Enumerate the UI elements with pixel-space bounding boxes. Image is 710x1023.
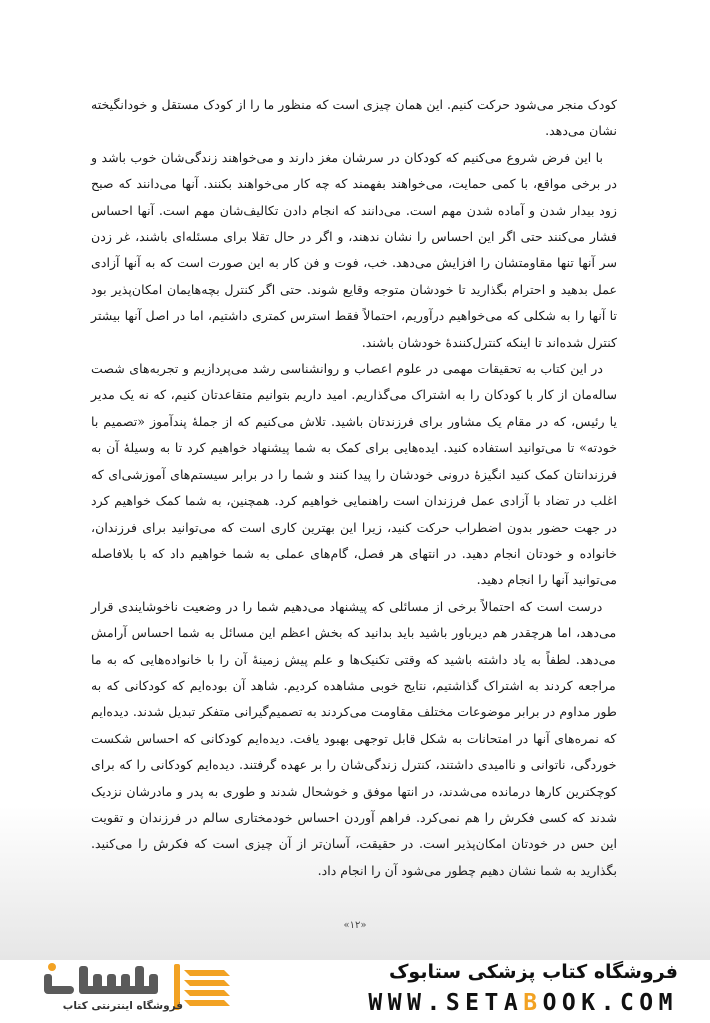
paragraph-3: [91, 356, 617, 594]
text-line: با این فرض شروع می‌کنیم که کودکان در سرشان مغز دارند و می‌خواهند زندگی‌شان خوب باشد: [97, 149, 603, 165]
url-seta: SETA: [445, 990, 524, 1016]
text-line: آنها آزادی عمل بدهید و احترام بگذارید تا خودشان متوجه وقایع شوند. حتی اگر کنترل بچه‌هایمان: [91, 255, 617, 297]
text-line: می‌کنید. بگذارید به شما نشان دهیم چطور می‌شود آن را انجام داد.: [91, 836, 617, 878]
text-line: و در برخی مواقع، با کمی حمایت، می‌خواهند بفهمند که چه کار می‌خواهند بکنند. آنها می‌دانند که: [91, 149, 617, 192]
text-line: خودانگیخته نشان می‌دهد.: [91, 97, 617, 139]
text-line: غر زدن سر آنها تنها مقاومتشان را افزایش می‌دهد. خب، فوت و فن کار به این صورت است که به: [91, 229, 617, 271]
text-line: در این کتاب به تحقیقات مهمی در علوم اعصاب و روانشناسی رشد می‌پردازیم و تجربه‌های: [124, 361, 603, 377]
page-number: «۱۲»: [343, 920, 367, 931]
text-line: می‌دهد، اما هرچقدر هم دیرباور باشید باید بدانید که بخش اعظم این مسائل به شما احساس آرامش: [91, 625, 617, 641]
paragraph-2: [91, 145, 617, 356]
page-content: [91, 92, 617, 884]
text-line: احساس فشار می‌کنند حتی اگر این احساس را نشان ندهند، و اگر در حال تقلا برای مسئله‌ای باشند،: [91, 202, 617, 245]
text-line: درست است که احتمالاً برخی از مسائلی که پیشنهاد می‌دهیم شما را در وضعیت ناخوشایندی قرار: [91, 598, 603, 614]
text-line: آموزشی‌ای که اغلب در تضاد با آزادی عمل فرزندان است راهنمایی خواهیم کرد. همچنین، به شما: [91, 466, 617, 509]
text-line: تقویت این حس در خودتان امکان‌پذیر است. در حقیقت، آسان‌تر از آن چیزی است که فکرش را: [91, 809, 617, 852]
url-suffix: OOK.COM: [542, 990, 678, 1016]
text-line: امکان‌پذیر بود تا آنها را به شکلی که می‌خواهیم درآوریم، احتمالاً فقط استرس کمتری داشتیم، اما در: [91, 281, 618, 324]
url-prefix: WWW.: [368, 990, 446, 1016]
footer-banner: [0, 960, 710, 1023]
text-line: اصل آنها بیشتر کنترل شده‌اند تا اینکه کنترل‌کنندهٔ خودشان باشند.: [91, 308, 617, 350]
text-line: کودک منجر می‌شود حرکت کنیم. این همان چیزی است که منظور ما را از کودک مستقل و: [147, 97, 617, 112]
text-line: می‌توانید برای فرزندان، خانواده و خودتان انجام دهید. در انتهای هر فصل، گام‌های عملی به شما: [91, 519, 617, 561]
text-line: خواهیم داد که با بلافاصله می‌توانید آنها را انجام دهید.: [91, 545, 617, 588]
text-line: خوردگی، ناتوانی و ناامیدی داشتند، کنترل زندگی‌شان را بر عهده گرفتند. دیده‌ایم کودکانی را که برای: [91, 757, 617, 773]
text-line: «تصمیم با خودته» تا می‌توانید استفاده کنید. ایده‌هایی برای کمک به شما پیشنهاد خواهیم کرد تا به: [91, 413, 618, 456]
url-highlight: B: [523, 990, 543, 1016]
text-line: کوچکترین کارها درمانده می‌شدند، در انتها موفق و خوشحال شدند و طوری به پدر و مادرشان: [121, 783, 617, 799]
text-line: کمک خواهیم کرد در جهت حضور بدون اضطراب حرکت کنید، زیرا این بهترین کاری است که: [91, 493, 617, 535]
text-line: شصت ساله‌مان از کار با کودکان را به اشتراک می‌گذاریم. امید داریم بتوانیم متقاعدتان کنیم، که نه یک: [91, 361, 617, 403]
text-line: مدیر یا رئیس، که در مقام یک مشاور برای فرزندتان باشید. تلاش می‌کنیم که از جملهٔ پندآموز: [91, 387, 617, 429]
logo-subtitle: فروشگاه اینترنتی کتاب: [62, 1000, 183, 1012]
text-line: مراجعه کردند به اشتراک گذاشتیم، نتایج خوبی مشاهده کردیم. شاهد آن بوده‌ایم که کودکانی که به: [91, 677, 616, 693]
store-name: فروشگاه کتاب پزشکی ستابوک: [388, 961, 678, 983]
paragraph-4: [91, 594, 617, 884]
text-line: طور مداوم در برابر موضوعات مختلف مقاومت می‌کردند به تصمیم‌گیرانی متفکر تبدیل شدند. دیده‌ایم: [91, 704, 617, 720]
text-line: صبح زود بیدار شدن و آماده شدن مهم است. می‌دانند که انجام دادن تکالیف‌شان مهم است. آنها: [91, 176, 617, 218]
text-line: وسیلهٔ آن به فرزندانتان کمک کنید انگیزهٔ درونی خودشان را پیدا کنند و شما را در برابر سیستم‌های: [91, 440, 617, 482]
paragraph-1: [91, 92, 617, 145]
logo-wordmark: [44, 963, 158, 994]
text-line: نزدیک شدند که کسی فکرش را هم نمی‌کرد. فراهم آوردن احساس خودمختاری سالم در فرزندان و: [91, 783, 617, 825]
text-line: که نمره‌های آنها در امتحانات به شکل قابل توجهی بهبود یافت. دیده‌ایم کودکانی که احساس شکست: [91, 730, 617, 746]
text-line: می‌دهد. لطفاً به یاد داشته باشید که وقتی تکنیک‌ها و علم پیش زمینهٔ آن را با خانواده‌هایی که به ما: [91, 651, 616, 667]
store-url[interactable]: [368, 990, 678, 1016]
